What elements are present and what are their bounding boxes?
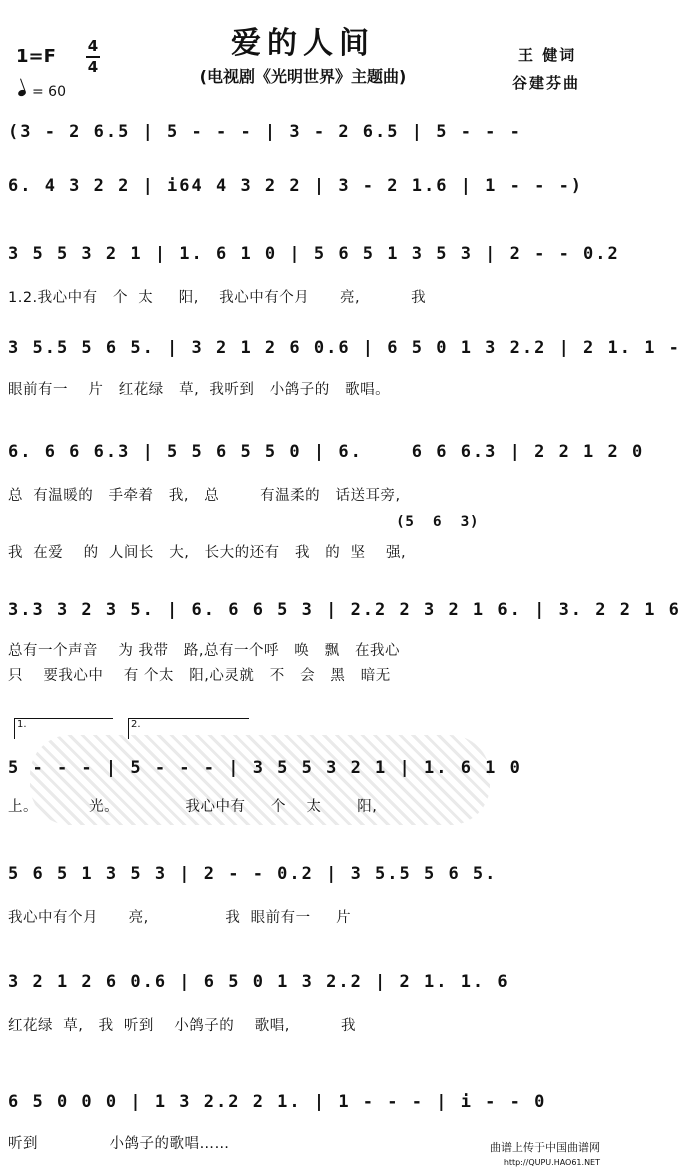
lyric-line-3: 1.2.我心中有 个 太 阳, 我心中有个月 亮, 我 <box>8 290 427 306</box>
score-line-6: 3.3 3 2 3 5. | 6. 6 6 5 3 | 2.2 2 3 2 1 6. | 3. 2 2 1 6 <box>8 600 681 620</box>
score-line-10: 6 5 0 0 0 | 1 3 2.2 2 1. | 1 - - - | i - - 0 <box>8 1092 547 1112</box>
time-denominator: 4 <box>87 58 99 76</box>
score-line-5: 6. 6 6 6.3 | 5 5 6 5 5 0 | 6. 6 6 6.3 | 2 2 1 2 0 <box>8 442 645 462</box>
time-numerator: 4 <box>87 37 99 55</box>
lyric-line-10: 听到 小鸽子的歌唱…… <box>8 1136 230 1152</box>
lyric-line-6b: 只 要我心中 有 个太 阳,心灵就 不 会 黑 暗无 <box>8 668 391 684</box>
footer-url: http://QUPU.HAO61.NET <box>503 1158 600 1167</box>
alternate-notes: (5 6 3) <box>396 514 480 530</box>
lyricist-credit: 王 健词 <box>518 46 577 64</box>
time-signature <box>86 38 100 76</box>
composer-credit: 谷建芬曲 <box>512 74 581 92</box>
lyric-line-6a: 总有一个声音 为 我带 路,总有一个呼 唤 飘 在我心 <box>8 643 400 659</box>
lyric-line-5a: 总 有温暖的 手牵着 我, 总 有温柔的 话送耳旁, <box>8 488 401 504</box>
tempo-marking <box>18 84 66 100</box>
quarter-note-icon <box>17 89 27 97</box>
song-subtitle: (电视剧《光明世界》主题曲) <box>199 67 407 86</box>
lyric-line-5b: 我 在爱 的 人间长 大, 长大的还有 我 的 坚 强, <box>8 545 407 561</box>
score-line-1: (3 - 2 6.5 | 5 - - - | 3 - 2 6.5 | 5 - - - <box>8 122 522 142</box>
song-title: 爱的人间 <box>231 26 375 61</box>
footer-site: 曲谱上传于中国曲谱网 <box>490 1141 600 1154</box>
score-line-4: 3 5.5 5 6 5. | 3 2 1 2 6 0.6 | 6 5 0 1 3 2.2 | 2 1. 1 - <box>8 338 681 358</box>
score-line-8: 5 6 5 1 3 5 3 | 2 - - 0.2 | 3 5.5 5 6 5. <box>8 864 498 884</box>
score-line-3: 3 5 5 3 2 1 | 1. 6 1 0 | 5 6 5 1 3 5 3 | 2 - - 0.2 <box>8 244 620 264</box>
lyric-line-8: 我心中有个月 亮, 我 眼前有一 片 <box>8 910 352 926</box>
tempo-value: = 60 <box>32 84 66 100</box>
score-line-9: 3 2 1 2 6 0.6 | 6 5 0 1 3 2.2 | 2 1. 1. 6 <box>8 972 510 992</box>
score-line-2: 6. 4 3 2 2 | i64 4 3 2 2 | 3 - 2 1.6 | 1 - - -) <box>8 176 584 196</box>
lyric-line-7: 上。 光。 我心中有 个 太 阳, <box>8 799 378 815</box>
volta-1: 1. <box>14 718 113 739</box>
volta-2: 2. <box>128 718 249 739</box>
key-signature: 1=F <box>16 46 56 67</box>
score-line-7: 5 - - - | 5 - - - | 3 5 5 3 2 1 | 1. 6 1 0 <box>8 758 522 778</box>
lyric-line-9: 红花绿 草, 我 听到 小鸽子的 歌唱, 我 <box>8 1018 356 1034</box>
lyric-line-4: 眼前有一 片 红花绿 草, 我听到 小鸽子的 歌唱。 <box>8 382 391 398</box>
